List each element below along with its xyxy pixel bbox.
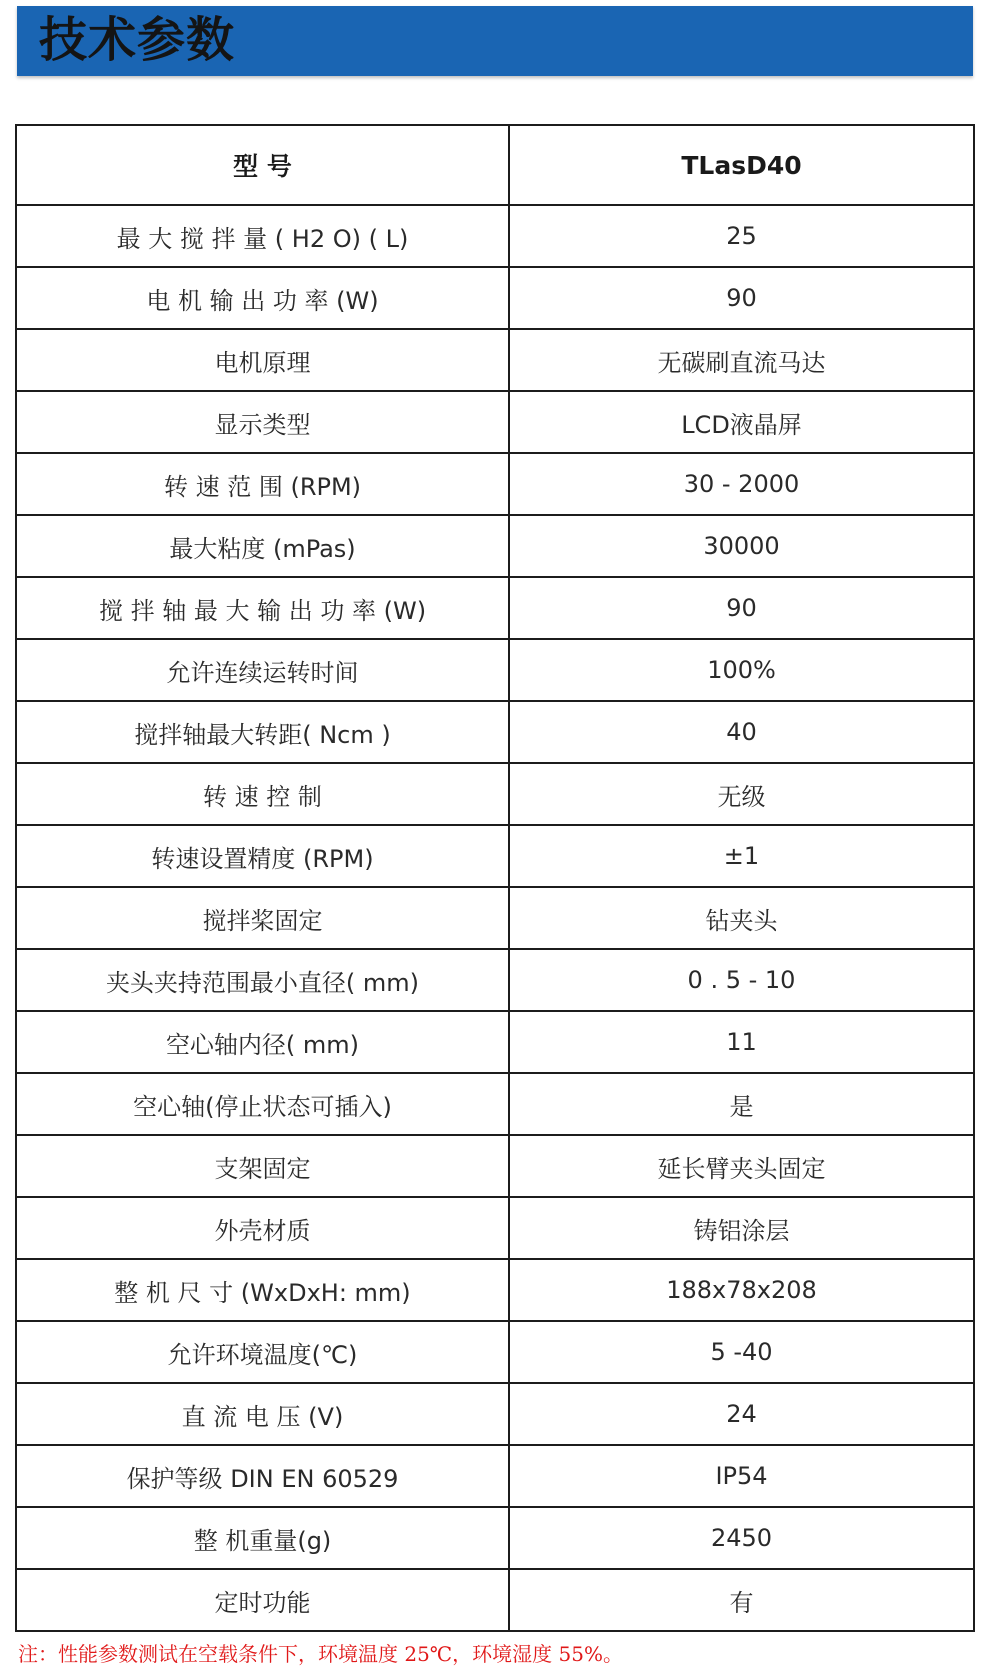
spec-label: 转 速 控 制 (16, 763, 509, 825)
spec-label: 整 机 尺 寸 (WxDxH: mm) (16, 1259, 509, 1321)
spec-value: 90 (509, 267, 974, 329)
spec-value: 0 . 5 - 10 (509, 949, 974, 1011)
spec-label: 外壳材质 (16, 1197, 509, 1259)
spec-value: 5 -40 (509, 1321, 974, 1383)
spec-label: 转速设置精度 (RPM) (16, 825, 509, 887)
model-label: 型 号 (16, 125, 509, 205)
spec-label: 空心轴内径( mm) (16, 1011, 509, 1073)
table-row (16, 887, 974, 949)
spec-value: 有 (509, 1569, 974, 1631)
spec-label: 搅 拌 轴 最 大 输 出 功 率 (W) (16, 577, 509, 639)
spec-label: 定时功能 (16, 1569, 509, 1631)
spec-value: 90 (509, 577, 974, 639)
spec-label: 电机原理 (16, 329, 509, 391)
model-value: TLasD40 (509, 125, 974, 205)
spec-label: 搅拌轴最大转距( Ncm ) (16, 701, 509, 763)
page-title: 技术参数 (39, 12, 236, 68)
table-row (16, 1197, 974, 1259)
spec-value: 11 (509, 1011, 974, 1073)
spec-label: 允许环境温度(℃) (16, 1321, 509, 1383)
spec-value: 无碳刷直流马达 (509, 329, 974, 391)
table-row (16, 1569, 974, 1631)
spec-label: 整 机重量(g) (16, 1507, 509, 1569)
spec-label: 最大粘度 (mPas) (16, 515, 509, 577)
table-header-row (16, 125, 974, 205)
table-row (16, 763, 974, 825)
table-row (16, 825, 974, 887)
spec-value: 延长臂夹头固定 (509, 1135, 974, 1197)
spec-value: 100% (509, 639, 974, 701)
spec-value: LCD液晶屏 (509, 391, 974, 453)
table-row (16, 949, 974, 1011)
spec-value: 30 - 2000 (509, 453, 974, 515)
table-row (16, 577, 974, 639)
spec-label: 直 流 电 压 (V) (16, 1383, 509, 1445)
spec-label: 电 机 输 出 功 率 (W) (16, 267, 509, 329)
spec-value: 2450 (509, 1507, 974, 1569)
table-row (16, 1445, 974, 1507)
table-row (16, 1135, 974, 1197)
spec-value: 铸铝涂层 (509, 1197, 974, 1259)
spec-value: 188x78x208 (509, 1259, 974, 1321)
table-row (16, 1321, 974, 1383)
spec-value: 无级 (509, 763, 974, 825)
spec-table (15, 124, 975, 1632)
table-row (16, 515, 974, 577)
spec-label: 支架固定 (16, 1135, 509, 1197)
spec-label: 空心轴(停止状态可插入) (16, 1073, 509, 1135)
spec-label: 最 大 搅 拌 量 ( H2 O) ( L) (16, 205, 509, 267)
table-row (16, 1383, 974, 1445)
table-row (16, 205, 974, 267)
spec-value: 钻夹头 (509, 887, 974, 949)
spec-label: 夹头夹持范围最小直径( mm) (16, 949, 509, 1011)
table-row (16, 1259, 974, 1321)
spec-label: 搅拌桨固定 (16, 887, 509, 949)
table-row (16, 267, 974, 329)
spec-value: 是 (509, 1073, 974, 1135)
table-row (16, 701, 974, 763)
spec-label: 转 速 范 围 (RPM) (16, 453, 509, 515)
table-row (16, 329, 974, 391)
spec-value: IP54 (509, 1445, 974, 1507)
table-row (16, 1011, 974, 1073)
spec-value: 40 (509, 701, 974, 763)
table-row (16, 391, 974, 453)
title-banner (17, 6, 973, 76)
table-row (16, 1073, 974, 1135)
spec-value: 30000 (509, 515, 974, 577)
spec-value: 25 (509, 205, 974, 267)
footnote: 注：性能参数测试在空载条件下，环境温度 25℃，环境湿度 55%。 (18, 1642, 623, 1666)
spec-value: 24 (509, 1383, 974, 1445)
spec-label: 允许连续运转时间 (16, 639, 509, 701)
spec-label: 显示类型 (16, 391, 509, 453)
table-row (16, 1507, 974, 1569)
spec-value: ±1 (509, 825, 974, 887)
table-row (16, 453, 974, 515)
spec-label: 保护等级 DIN EN 60529 (16, 1445, 509, 1507)
table-row (16, 639, 974, 701)
